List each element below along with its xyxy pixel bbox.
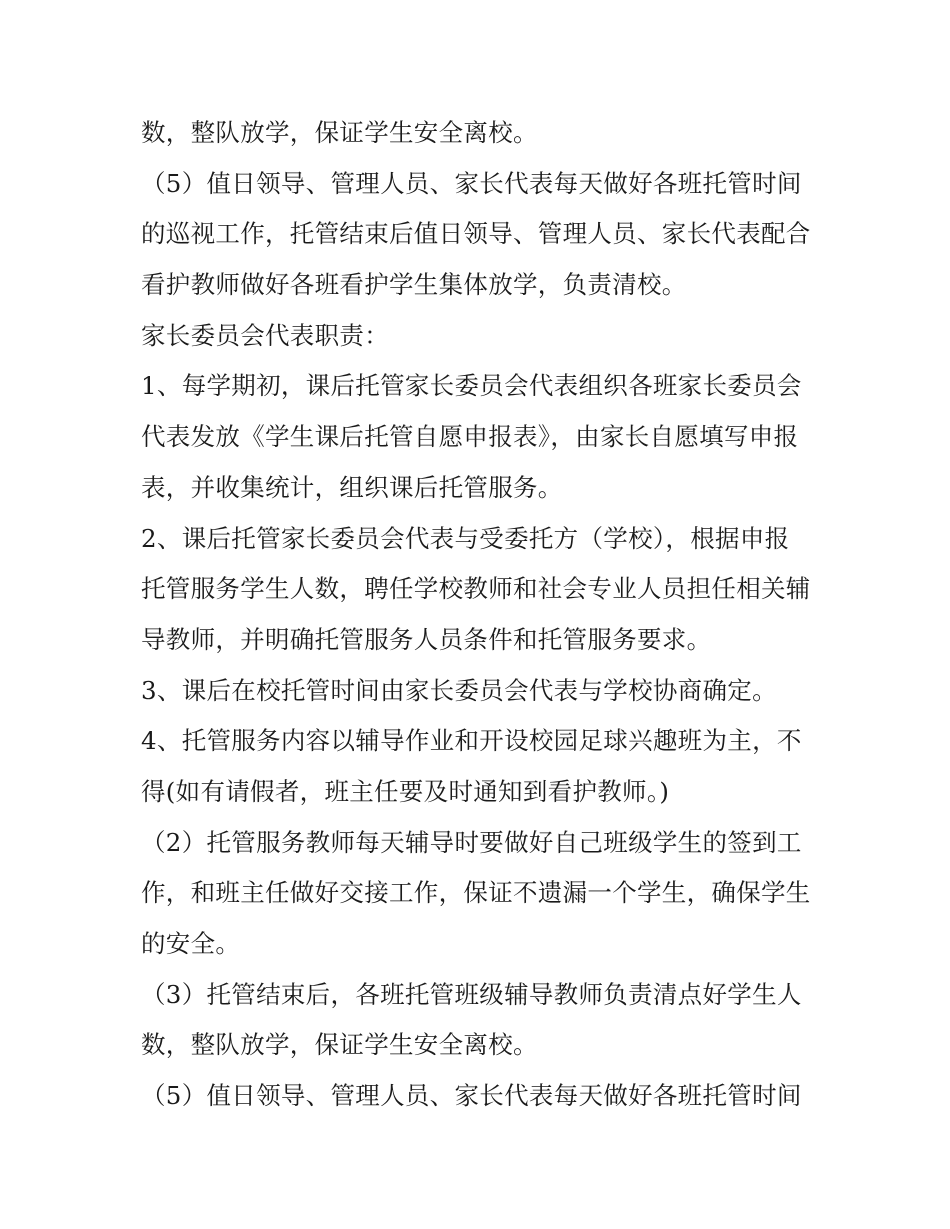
text-line: 的安全。 xyxy=(141,929,241,958)
text-line: （5）值日领导、管理人员、家长代表每天做好各班托管时间 xyxy=(141,1081,802,1111)
text-line: （3）托管结束后，各班托管班级辅导教师负责清点好学生人 xyxy=(141,979,802,1009)
text-line: 3、课后在校托管时间由家长委员会代表与学校协商确定。 xyxy=(141,675,777,705)
text-line: 导教师，并明确托管服务人员条件和托管服务要求。 xyxy=(141,624,712,654)
text-line: 托管服务学生人数，聘任学校教师和社会专业人员担任相关辅 xyxy=(141,574,811,604)
text-line: 数，整队放学，保证学生安全离校。 xyxy=(141,118,538,147)
text-line: 的巡视工作，托管结束后值日领导、管理人员、家长代表配合 xyxy=(141,219,811,249)
text-line: 看护教师做好各班看护学生集体放学，负责清校。 xyxy=(141,270,687,300)
section-heading: 家长委员会代表职责： xyxy=(141,320,389,350)
text-line: （2）托管服务教师每天辅导时要做好自己班级学生的签到工 xyxy=(141,827,802,857)
text-line: 表，并收集统计，组织课后托管服务。 xyxy=(141,472,563,502)
text-line: 4、托管服务内容以辅导作业和开设校园足球兴趣班为主，不 xyxy=(141,726,802,756)
text-line: 1、每学期初，课后托管家长委员会代表组织各班家长委员会 xyxy=(141,371,802,401)
text-line: 数，整队放学，保证学生安全离校。 xyxy=(141,1030,538,1060)
document-body xyxy=(141,108,831,1122)
text-line: （5）值日领导、管理人员、家长代表每天做好各班托管时间 xyxy=(141,168,802,198)
text-line: 代表发放《学生课后托管自愿申报表》，由家长自愿填写申报 xyxy=(141,422,799,452)
text-line: 2、课后托管家长委员会代表与受委托方（学校），根据申报 xyxy=(141,523,790,553)
text-line: 作，和班主任做好交接工作，保证不遗漏一个学生，确保学生 xyxy=(141,878,811,908)
text-line: 得(如有请假者，班主任要及时通知到看护教师。) xyxy=(141,776,670,806)
